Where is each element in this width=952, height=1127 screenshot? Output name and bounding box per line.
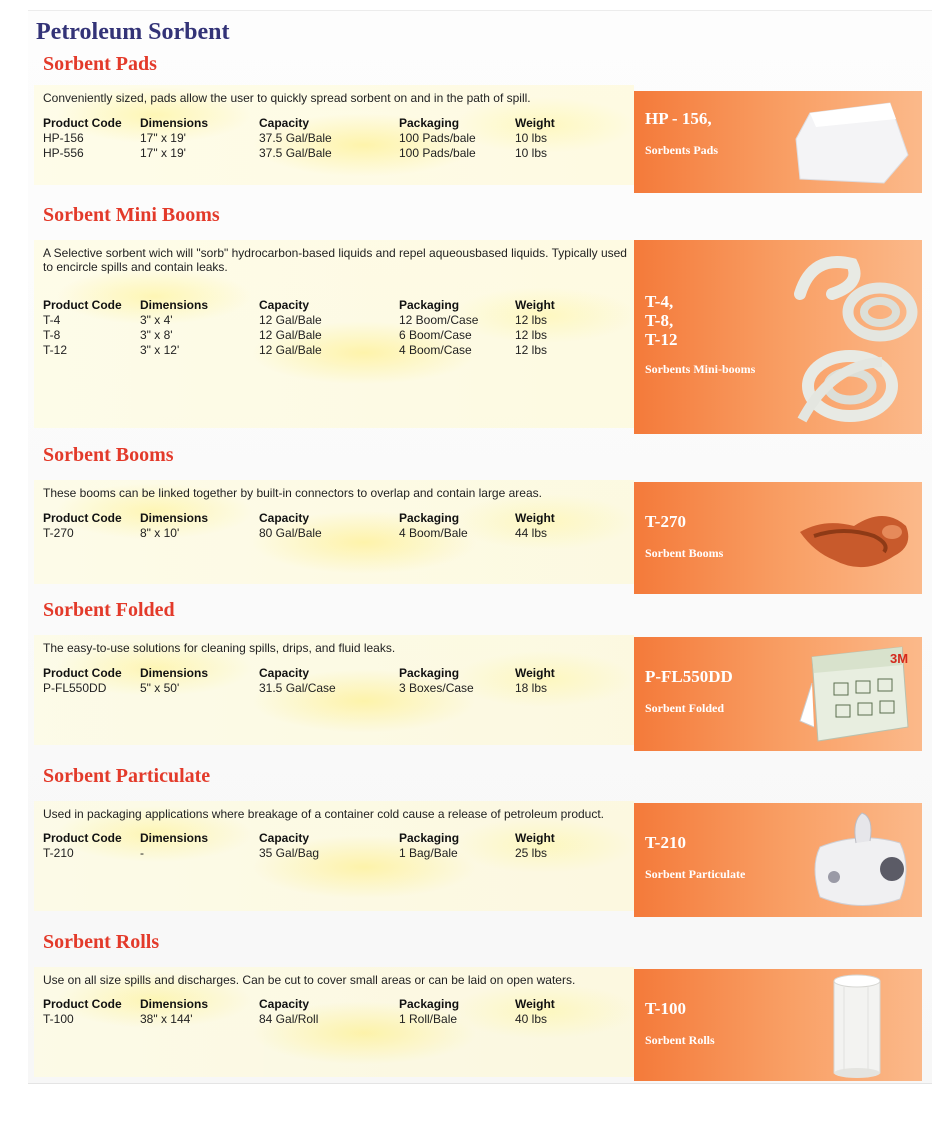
header-packaging: Packaging — [399, 831, 460, 845]
cell-code: HP-156 — [43, 131, 84, 145]
header-dimensions: Dimensions — [140, 511, 209, 525]
product-box-name: Sorbent Particulate — [645, 867, 746, 881]
cell-packaging: 4 Boom/Case — [399, 343, 472, 357]
section-sorbent-rolls — [28, 931, 932, 1081]
header-packaging: Packaging — [399, 666, 460, 680]
cell-code: T-8 — [43, 328, 61, 342]
cell-dimensions: 3" x 4' — [140, 313, 173, 327]
section-heading: Sorbent Pads — [43, 53, 157, 75]
cell-weight: 40 lbs — [515, 1012, 548, 1026]
product-box-code: T-100 — [645, 999, 686, 1018]
product-box-name: Sorbent Rolls — [645, 1033, 715, 1047]
header-capacity: Capacity — [259, 831, 310, 845]
section-heading: Sorbent Mini Booms — [43, 204, 220, 226]
cell-packaging: 6 Boom/Case — [399, 328, 472, 342]
cell-code: HP-556 — [43, 146, 84, 160]
section-heading: Sorbent Particulate — [43, 765, 211, 787]
section-description: Use on all size spills and discharges. Can be cut to cover small areas or can be laid on open waters. — [43, 973, 576, 987]
header-product-code: Product Code — [43, 997, 122, 1011]
section-body — [34, 240, 634, 428]
section-body — [34, 480, 634, 584]
cell-dimensions: 38" x 144' — [140, 1012, 193, 1026]
cell-weight: 12 lbs — [515, 313, 548, 327]
header-dimensions: Dimensions — [140, 997, 209, 1011]
header-dimensions: Dimensions — [140, 298, 209, 312]
header-weight: Weight — [515, 666, 555, 680]
header-packaging: Packaging — [399, 116, 460, 130]
cell-code: T-4 — [43, 313, 61, 327]
cell-packaging: 3 Boxes/Case — [399, 681, 474, 695]
section-heading: Sorbent Booms — [43, 444, 174, 466]
particulate-image — [800, 807, 916, 915]
header-dimensions: Dimensions — [140, 831, 209, 845]
cell-code: P-FL550DD — [43, 681, 107, 695]
cell-dimensions: 3" x 8' — [140, 328, 173, 342]
cell-capacity: 80 Gal/Bale — [259, 526, 322, 540]
cell-code: T-270 — [43, 526, 74, 540]
cell-dimensions: - — [140, 846, 144, 860]
header-capacity: Capacity — [259, 511, 310, 525]
section-sorbent-booms — [28, 444, 932, 594]
header-product-code: Product Code — [43, 511, 122, 525]
header-product-code: Product Code — [43, 666, 122, 680]
section-sorbent-folded — [28, 599, 932, 754]
sorbent-pad-image — [792, 99, 912, 187]
product-box — [634, 240, 922, 434]
header-weight: Weight — [515, 997, 555, 1011]
section-sorbent-particulate — [28, 765, 932, 920]
mini-booms-image — [792, 244, 920, 430]
product-box-name: Sorbents Mini-booms — [645, 362, 756, 376]
product-box — [634, 969, 922, 1081]
cell-capacity: 37.5 Gal/Bale — [259, 146, 332, 160]
cell-packaging: 1 Roll/Bale — [399, 1012, 458, 1026]
product-box-name: Sorbents Pads — [645, 143, 719, 157]
section-description: Conveniently sized, pads allow the user to quickly spread sorbent on and in the path of spill. — [43, 91, 531, 105]
cell-capacity: 12 Gal/Bale — [259, 343, 322, 357]
product-box-name: Sorbent Booms — [645, 546, 724, 560]
cell-weight: 25 lbs — [515, 846, 548, 860]
cell-capacity: 84 Gal/Roll — [259, 1012, 319, 1026]
section-sorbent-pads — [28, 53, 932, 193]
header-capacity: Capacity — [259, 666, 310, 680]
product-box-code: T-4, T-8, T-12 — [645, 292, 678, 349]
header-product-code: Product Code — [43, 831, 122, 845]
header-weight: Weight — [515, 511, 555, 525]
cell-code: T-210 — [43, 846, 74, 860]
cell-capacity: 31.5 Gal/Case — [259, 681, 336, 695]
cell-dimensions: 3" x 12' — [140, 343, 180, 357]
header-weight: Weight — [515, 831, 555, 845]
cell-capacity: 12 Gal/Bale — [259, 313, 322, 327]
cell-dimensions: 17" x 19' — [140, 131, 186, 145]
cell-weight: 18 lbs — [515, 681, 548, 695]
cell-packaging: 100 Pads/bale — [399, 146, 476, 160]
section-body — [34, 801, 634, 911]
cell-weight: 10 lbs — [515, 131, 548, 145]
cell-packaging: 4 Boom/Bale — [399, 526, 468, 540]
folded-box-image — [798, 643, 914, 747]
header-packaging: Packaging — [399, 298, 460, 312]
section-description: These booms can be linked together by built-in connectors to overlap and contain large areas. — [43, 486, 542, 500]
header-product-code: Product Code — [43, 116, 122, 130]
cell-packaging: 12 Boom/Case — [399, 313, 479, 327]
section-description: A Selective sorbent wich will "sorb" hydrocarbon-based liquids and repel aqueousbased liquids. Typically used to encircle spills and contain leaks. — [43, 246, 627, 274]
booms-image — [794, 496, 914, 582]
section-heading: Sorbent Rolls — [43, 931, 160, 953]
section-body — [34, 85, 634, 185]
cell-packaging: 1 Bag/Bale — [399, 846, 458, 860]
header-dimensions: Dimensions — [140, 666, 209, 680]
cell-weight: 12 lbs — [515, 343, 548, 357]
cell-dimensions: 5" x 50' — [140, 681, 180, 695]
product-box — [634, 803, 922, 917]
section-sorbent-mini-booms — [28, 204, 932, 434]
header-capacity: Capacity — [259, 298, 310, 312]
cell-capacity: 37.5 Gal/Bale — [259, 131, 332, 145]
header-dimensions: Dimensions — [140, 116, 209, 130]
section-description: Used in packaging applications where breakage of a container cold cause a release of petroleum product. — [43, 807, 605, 821]
cell-packaging: 100 Pads/bale — [399, 131, 476, 145]
cell-capacity: 12 Gal/Bale — [259, 328, 322, 342]
section-description: The easy-to-use solutions for cleaning spills, drips, and fluid leaks. — [43, 641, 396, 655]
catalog-page — [28, 10, 932, 1084]
product-box-name: Sorbent Folded — [645, 701, 725, 715]
section-body — [34, 967, 634, 1077]
page-title: Petroleum Sorbent — [36, 19, 230, 45]
cell-weight: 12 lbs — [515, 328, 548, 342]
cell-capacity: 35 Gal/Bag — [259, 846, 320, 860]
cell-code: T-100 — [43, 1012, 74, 1026]
product-box-code: HP - 156, — [645, 109, 712, 128]
header-capacity: Capacity — [259, 116, 310, 130]
cell-dimensions: 17" x 19' — [140, 146, 186, 160]
cell-weight: 44 lbs — [515, 526, 548, 540]
brand-logo: 3M — [890, 651, 909, 666]
product-box-code: P-FL550DD — [645, 667, 733, 686]
cell-dimensions: 8" x 10' — [140, 526, 180, 540]
section-body — [34, 635, 634, 745]
header-weight: Weight — [515, 298, 555, 312]
header-product-code: Product Code — [43, 298, 122, 312]
cell-weight: 10 lbs — [515, 146, 548, 160]
cell-code: T-12 — [43, 343, 68, 357]
section-heading: Sorbent Folded — [43, 599, 175, 621]
product-box — [634, 637, 922, 751]
product-box — [634, 482, 922, 594]
header-packaging: Packaging — [399, 997, 460, 1011]
roll-image — [824, 973, 894, 1079]
product-box-code: T-270 — [645, 512, 686, 531]
header-capacity: Capacity — [259, 997, 310, 1011]
product-box-code: T-210 — [645, 833, 686, 852]
header-packaging: Packaging — [399, 511, 460, 525]
product-box — [634, 91, 922, 193]
header-weight: Weight — [515, 116, 555, 130]
